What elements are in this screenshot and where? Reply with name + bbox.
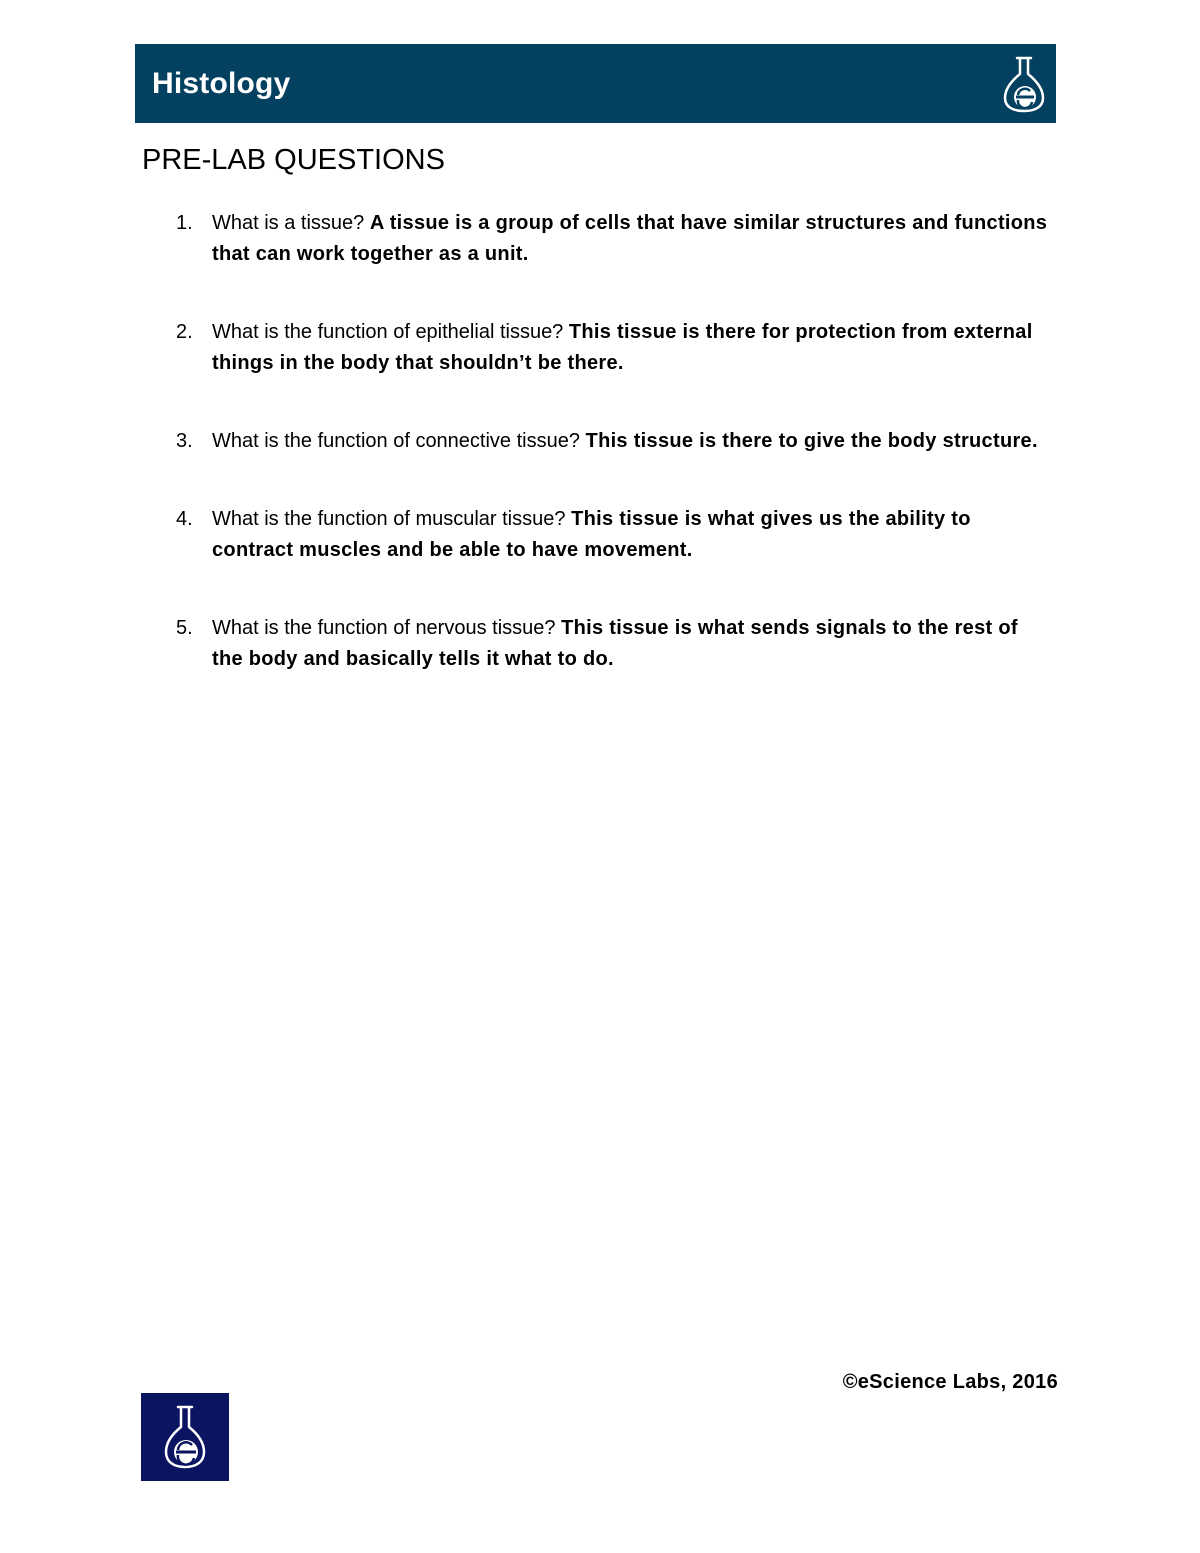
question-number: 1. <box>176 212 193 234</box>
section-title: PRE-LAB QUESTIONS <box>142 144 445 176</box>
question-text: What is the function of muscular tissue? <box>212 508 572 530</box>
answer-text: This tissue is there for protection from external things in the body that shouldn’t be there. <box>212 321 1033 374</box>
page-title: Histology <box>152 67 291 100</box>
question-item <box>172 426 1052 457</box>
escience-flask-logo-icon <box>161 1403 209 1471</box>
question-number: 2. <box>176 321 193 343</box>
question-item <box>172 613 1052 675</box>
question-item <box>172 317 1052 379</box>
copyright-text: ©eScience Labs, 2016 <box>842 1371 1058 1393</box>
question-text: What is the function of epithelial tissue? <box>212 321 569 343</box>
questions-list <box>172 208 1052 722</box>
header-bar <box>135 44 1056 123</box>
answer-text: This tissue is what gives us the ability to contract muscles and be able to have movement. <box>212 508 971 561</box>
question-text: What is a tissue? <box>212 212 370 234</box>
escience-flask-logo-icon <box>1000 54 1048 114</box>
question-number: 4. <box>176 508 193 530</box>
question-number: 3. <box>176 430 193 452</box>
question-text: What is the function of nervous tissue? <box>212 617 562 639</box>
question-number: 5. <box>176 617 193 639</box>
answer-text: This tissue is there to give the body structure. <box>585 430 1038 452</box>
footer-logo <box>141 1393 229 1481</box>
question-item <box>172 208 1052 270</box>
answer-text: This tissue is what sends signals to the rest of the body and basically tells it what to do. <box>212 617 1018 670</box>
question-text: What is the function of connective tissue? <box>212 430 586 452</box>
question-item <box>172 504 1052 566</box>
answer-text: A tissue is a group of cells that have similar structures and functions that can work together as a unit. <box>212 212 1048 265</box>
